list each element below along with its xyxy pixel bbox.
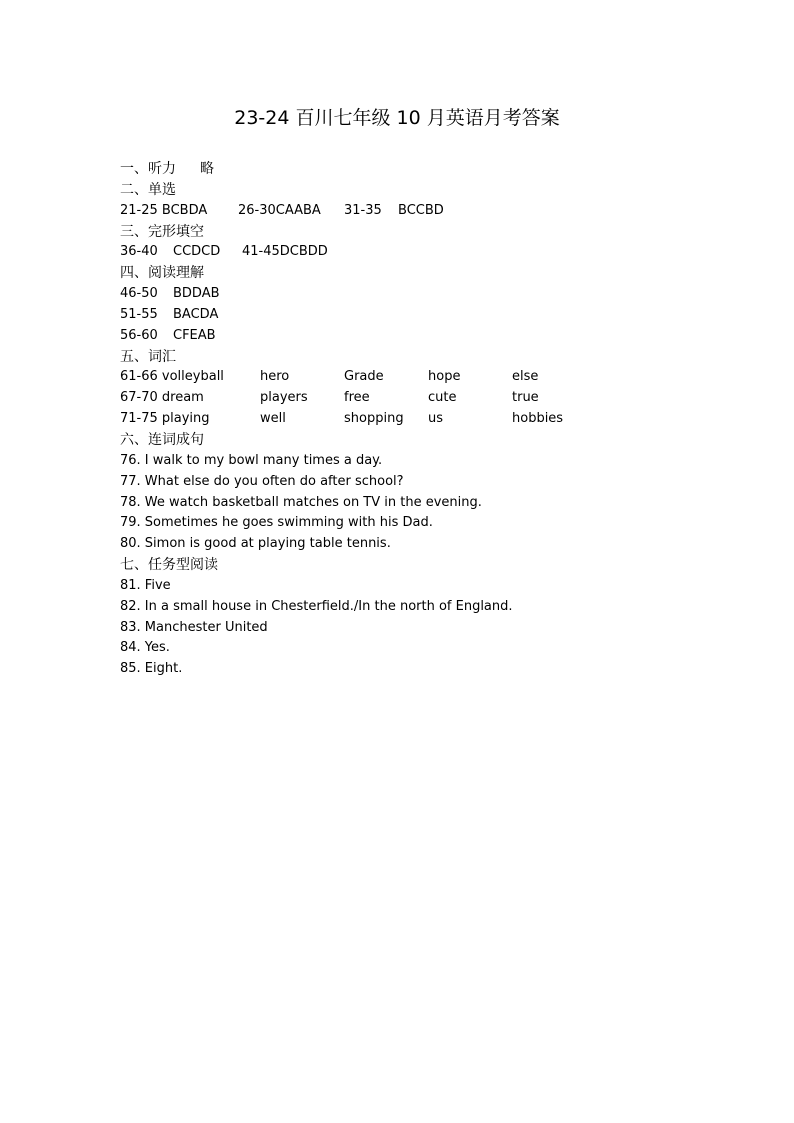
vocab-word: hero <box>260 369 290 385</box>
task-answer: 84. Yes. <box>120 640 170 656</box>
vocab-word: 67-70 dream <box>120 390 204 406</box>
section-task-reading-heading: 七、任务型阅读 <box>120 557 218 574</box>
document-title: 23-24 百川七年级 10 月英语月考答案 <box>234 107 560 129</box>
section-vocabulary-heading: 五、词汇 <box>120 348 176 365</box>
answer-content <box>120 159 740 680</box>
vocab-word: cute <box>428 390 457 406</box>
task-answer: 82. In a small house in Chesterfield./In the north of England. <box>120 598 513 614</box>
sentence-answer: 80. Simon is good at playing table tennis. <box>120 536 391 552</box>
answer-group: CCDCD <box>173 244 221 260</box>
answer-group: 21-25 BCBDA <box>120 202 208 218</box>
vocabulary-row <box>120 409 740 430</box>
section-listening <box>120 159 740 180</box>
answer-group: 41-45DCBDD <box>242 244 328 260</box>
reading-row <box>120 326 740 347</box>
vocab-word: Grade <box>344 369 384 385</box>
vocabulary-row <box>120 367 740 388</box>
vocab-word: free <box>344 390 370 406</box>
reading-row <box>120 284 740 305</box>
vocab-word: players <box>260 390 308 406</box>
task-answer: 83. Manchester United <box>120 619 268 635</box>
section-single-choice-heading: 二、单选 <box>120 181 176 198</box>
sentence-answer: 77. What else do you often do after school? <box>120 473 404 489</box>
cloze-answers <box>120 242 740 263</box>
answer-group: 26-30CAABA <box>238 202 321 218</box>
answer-range: 46-50 <box>120 286 158 302</box>
sentence-answer: 79. Sometimes he goes swimming with his Dad. <box>120 515 433 531</box>
section-reading-heading: 四、阅读理解 <box>120 265 204 282</box>
vocab-word: hope <box>428 369 461 385</box>
task-answer: 85. Eight. <box>120 661 183 677</box>
vocab-word: us <box>428 411 444 427</box>
section-sentence-building-heading: 六、连词成句 <box>120 431 204 448</box>
reading-row <box>120 305 740 326</box>
vocabulary-row <box>120 388 740 409</box>
answer-range: 51-55 <box>120 306 158 322</box>
answer-group: 31-35 <box>344 202 382 218</box>
vocab-word: 71-75 playing <box>120 411 210 427</box>
section-cloze-heading: 三、完形填空 <box>120 223 204 240</box>
answer-group: BCCBD <box>398 202 444 218</box>
answer-group: BACDA <box>173 306 219 322</box>
vocab-word: else <box>512 369 539 385</box>
vocab-word: well <box>260 411 286 427</box>
sentence-answer: 76. I walk to my bowl many times a day. <box>120 452 383 468</box>
vocab-word: 61-66 volleyball <box>120 369 224 385</box>
vocab-word: shopping <box>344 411 404 427</box>
answer-group: BDDAB <box>173 286 220 302</box>
section-note: 略 <box>200 161 214 177</box>
single-choice-answers <box>120 201 740 222</box>
sentence-answer: 78. We watch basketball matches on TV in the evening. <box>120 494 482 510</box>
section-heading: 一、听力 <box>120 161 176 177</box>
vocab-word: true <box>512 390 539 406</box>
vocab-word: hobbies <box>512 411 564 427</box>
answer-group: CFEAB <box>173 327 216 343</box>
answer-range: 36-40 <box>120 244 158 260</box>
task-answer: 81. Five <box>120 577 171 593</box>
answer-range: 56-60 <box>120 327 158 343</box>
